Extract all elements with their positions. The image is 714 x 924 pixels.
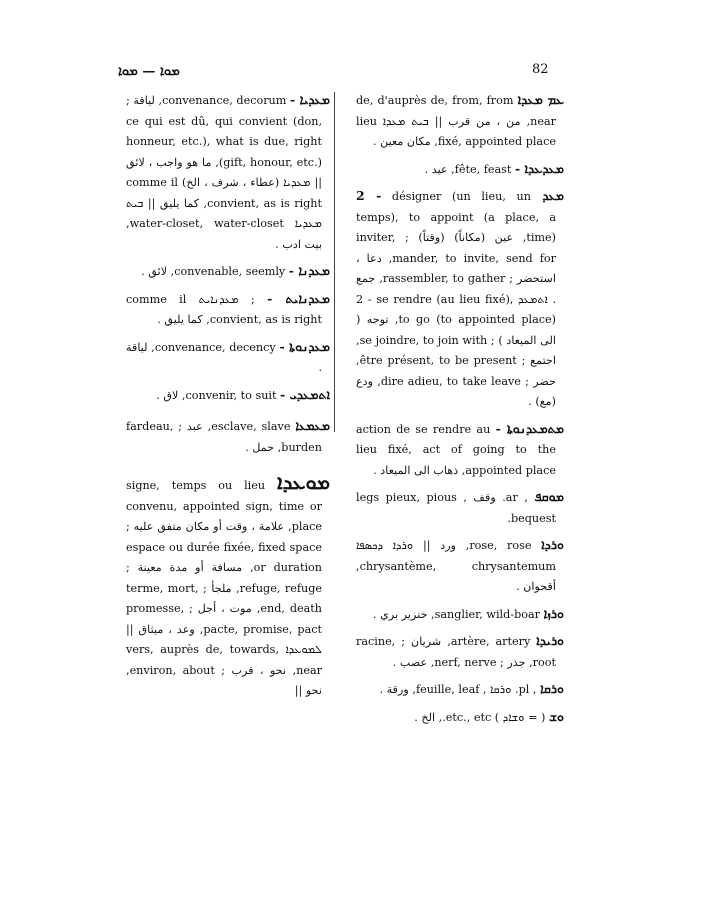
definition: de, d'auprès de, from, from near, من ، من قرب || ܒܝܬ ܡܥܕܐ lieu fixé, appointed place, مكان معين . xyxy=(356,94,556,148)
headword: ܡܥܕܢܐܝܬ - xyxy=(267,290,330,306)
entry xyxy=(348,159,564,181)
entry xyxy=(348,631,564,673)
headword: ܥܡ ܡܥܕܐ xyxy=(517,92,564,107)
definition: fête, feast, عيد . xyxy=(424,162,512,176)
definition: convenable, seemly, لائق . xyxy=(141,265,286,278)
entry xyxy=(348,419,564,482)
headword: ܘܪܩܐ xyxy=(540,681,564,696)
headword: ܡܥܕܥܕܐ - xyxy=(514,160,564,176)
definition: , ar. وقف , legs pieux, pious bequest. xyxy=(356,491,556,525)
entry xyxy=(118,470,330,702)
definition: rose, rose, ورد || ܘܪܕܐ ܕܟܣܦܐ chrysantème, chrysantemum, أقحوان . xyxy=(356,539,556,593)
headword: ܡܘܩܦ xyxy=(534,489,564,504)
definition: convenance, decency, لياقة . xyxy=(126,340,322,374)
entry xyxy=(118,337,331,379)
headword: ܘܪܕܐ xyxy=(541,537,564,552)
definition: désigner (un lieu, un temps), to appoint (a place, a time), عين (مكاناً) (وقتاً) ; inviter, mander, to invite, send for, دعا ، استحضر ; rassembler, to gather, جمع . ܐܬܡܥܕ ‎2 - se rendre (au lieu fixé), to go (to appointed place), توجه ( الى الميعاد ) ; se joindre, to join with, اجتمع ; être présent, to be present, حضر ; dire adieu, to take leave, ودع (مع) . xyxy=(356,190,557,408)
entry xyxy=(348,535,564,598)
entry xyxy=(118,261,330,283)
definition: artère, artery, شريان ; racine, root, جذر ; nerf, nerve, عصب . xyxy=(356,635,556,669)
headword: ܡܥܕ ‎2 - xyxy=(356,188,564,203)
entry xyxy=(118,90,330,255)
definition: ( = ܘܫܐܕ ) etc., etc., الخ . xyxy=(414,710,546,724)
entry xyxy=(118,385,330,407)
entry xyxy=(348,679,564,701)
entry xyxy=(348,707,564,729)
column-divider xyxy=(334,92,335,432)
definition: , pl. ܘܪܩܐ , feuille, leaf, ورقة . xyxy=(379,683,537,696)
headword: ܘܪܝܕܐ xyxy=(536,633,564,648)
entry xyxy=(348,604,564,626)
definition: signe, temps ou lieu convenu, appointed sign, time or place, علامة ، وقت أو مكان متفق عليه ; espace ou durée fixée, fixed space or duration, مسافة أو مدة معينة ; refuge, refuge, ملجأ ; terme, mort, end, death, موت ، أجل ; promesse, pacte, promise, pact, وعد ، ميثاق || ܠܡܘܥܕܐ vers, auprès de, towards, near, نحو ، قرب ; environ, about, نحو || xyxy=(126,479,323,697)
headword: ܡܬܡܥܕܢܘܬܐ - xyxy=(495,420,564,436)
entry xyxy=(348,186,564,413)
headword: ܡܥܕܢܐ - xyxy=(288,263,330,278)
running-head-left: ܡܘܐ — ܡܘܐ xyxy=(118,64,180,79)
definition: convenance, decorum, لياقة ; ce qui est dû, qui convient (don, honneur, etc.), what is due, right (gift, honour, etc.), ما هو واجب ، لائق || ܡܥܕܝܐ (عطاء ، شرف ، الخ) comme il convient, as is right, كما يليق || ܒܝܬ ܡܥܕܝܐ water-closet, water-closet, بيت ادب . xyxy=(126,94,323,251)
right-column xyxy=(348,90,564,734)
entry xyxy=(348,90,564,153)
definition: ; ܡܥܕܢܐܝܬ comme il convient, as is right, كما يليق . xyxy=(126,292,322,326)
headword: ܘܫ xyxy=(548,708,564,724)
page-number: 82 xyxy=(532,62,549,77)
headword: ܡܥܡܥܐ xyxy=(295,418,331,433)
definition: convenir, to suit, لاق . xyxy=(156,388,277,402)
headword: ܡܥܕܢܘܬܐ - xyxy=(279,338,331,354)
entry xyxy=(118,416,331,458)
headword: ܘܪܙܐ xyxy=(543,605,564,621)
left-column xyxy=(118,90,331,708)
entry xyxy=(118,289,330,331)
definition: esclave, slave, عبد ; fardeau, burden, حمل . xyxy=(126,420,322,454)
definition: action de se rendre au lieu fixé, act of going to the appointed place, ذهاب الى الميعاد . xyxy=(356,422,556,477)
definition: sanglier, wild-boar, خنزير بري . xyxy=(373,607,540,621)
headword: ܐܬܡܥܕܝ - xyxy=(280,386,330,402)
headword: ܡܥܕܝܐ - xyxy=(290,92,330,107)
entry xyxy=(348,487,564,529)
headword: ܡܘܥܕܐ xyxy=(276,470,330,494)
